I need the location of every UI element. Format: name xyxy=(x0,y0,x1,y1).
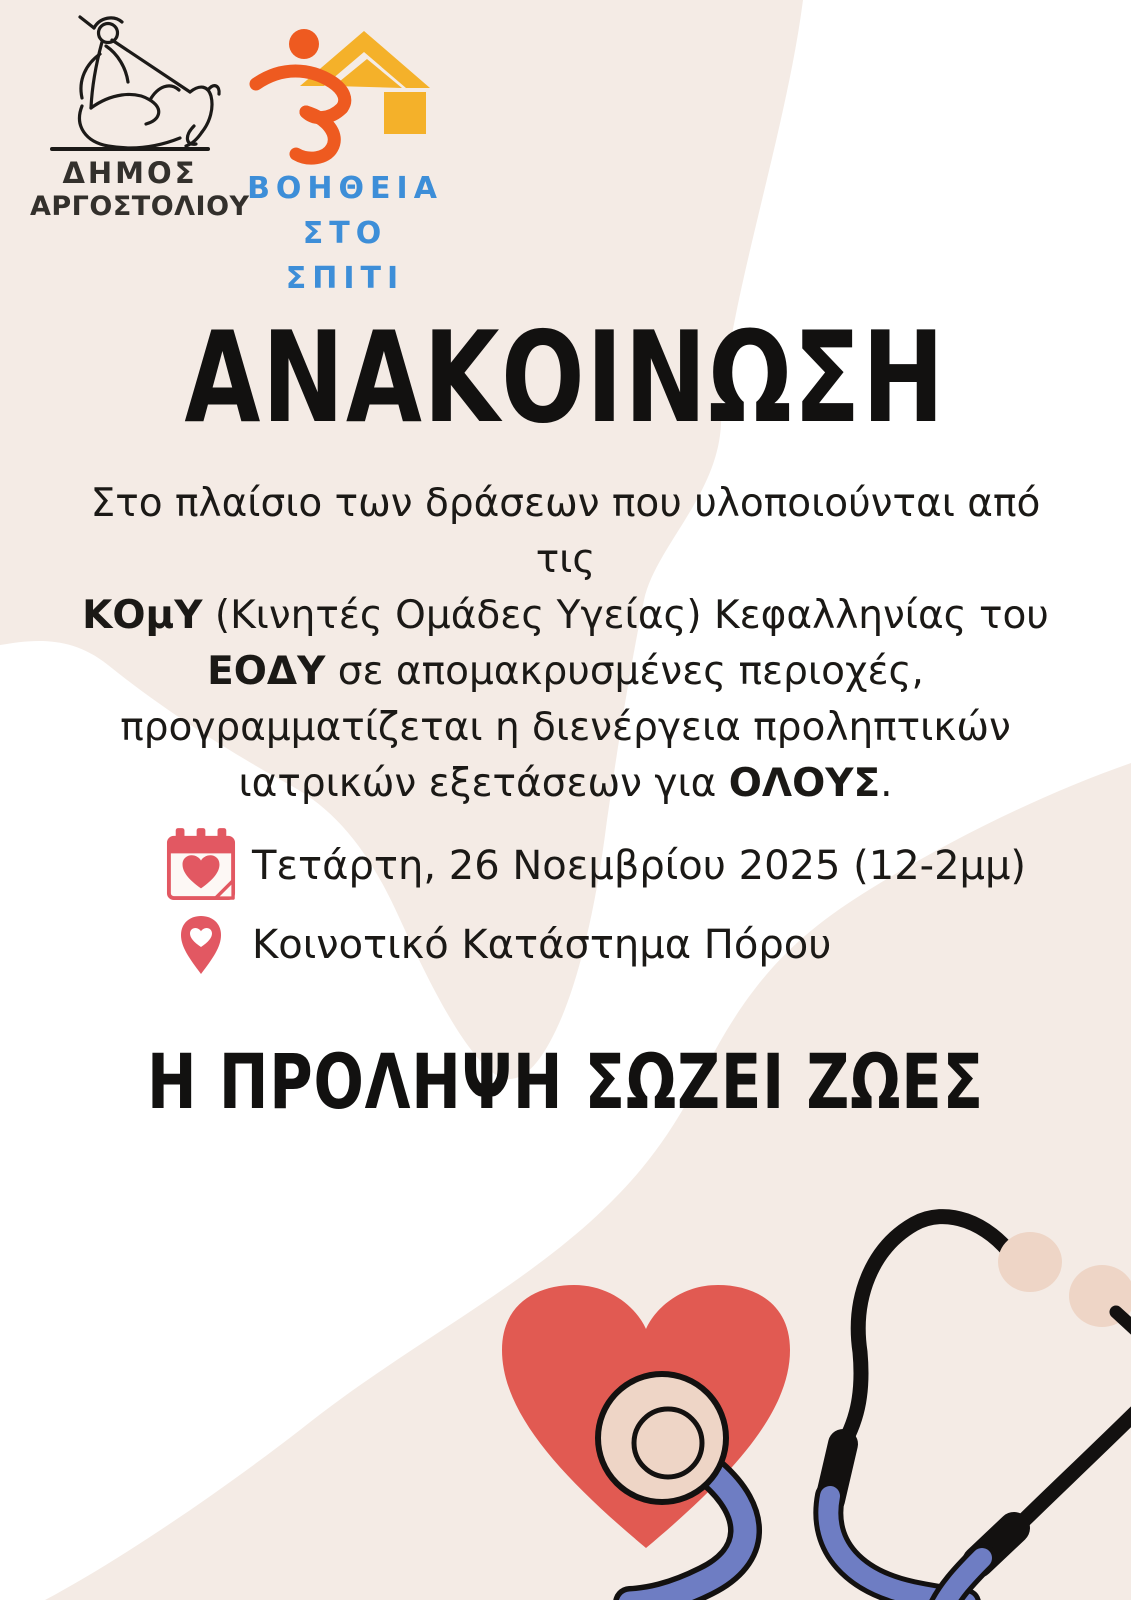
poster-title-wrap xyxy=(0,304,1131,451)
house-body xyxy=(384,92,426,134)
event-date-row xyxy=(166,828,1026,904)
paragraph-text: Στο πλαίσιο των δράσεων που υλοποιούνται από τις xyxy=(90,481,1041,582)
event-date: Τετάρτη, 26 Νοεμβρίου 2025 (12-2μμ) xyxy=(252,843,1027,889)
paragraph-text: προγραμματίζεται η διενέργεια προληπτικών xyxy=(120,705,1011,750)
right-tube xyxy=(1008,1408,1131,1536)
figure-head xyxy=(289,29,319,59)
location-icon-box xyxy=(166,914,236,976)
paragraph-line xyxy=(60,644,1071,700)
help-at-home-name-line1: ΒΟΗΘΕΙΑ xyxy=(247,171,443,206)
classical-statue-icon xyxy=(30,6,230,156)
paragraph-text: (Κινητές Ομάδες Υγείας) Κεφαλληνίας του xyxy=(202,593,1049,638)
paragraph-line xyxy=(60,588,1071,644)
ear-tube-arc xyxy=(840,1217,1014,1450)
event-location-row xyxy=(166,914,1026,976)
figure-house-icon xyxy=(240,16,440,166)
paragraph-bold-text: ΚΟμΥ xyxy=(82,593,203,638)
chest-piece-icon xyxy=(598,1374,726,1502)
slogan-wrap xyxy=(0,1037,1131,1126)
help-at-home-logo xyxy=(240,16,450,301)
paragraph-line xyxy=(60,756,1071,812)
municipality-name-line2: ΑΡΓΟΣΤΟΛΙΟΥ xyxy=(30,191,250,223)
calendar-icon-box xyxy=(166,828,236,904)
calendar-heart-icon xyxy=(166,828,236,904)
slogan: Η ΠΡΟΛΗΨΗ ΣΩΖΕΙ ΖΩΕΣ xyxy=(147,1037,984,1126)
paragraph-bold-text: ΟΛΟΥΣ xyxy=(728,761,881,806)
paragraph-text: ιατρικών εξετάσεων για xyxy=(238,761,729,806)
ear-tip-icon xyxy=(998,1232,1062,1292)
help-at-home-name xyxy=(240,166,450,301)
municipality-logo xyxy=(30,6,250,224)
paragraph-line xyxy=(60,700,1071,756)
ear-tip-stub xyxy=(1116,1312,1131,1334)
paragraph-text: . xyxy=(880,761,893,806)
poster-title: ΑΝΑΚΟΙΝΩΣΗ xyxy=(184,304,947,451)
municipality-name xyxy=(30,156,250,224)
paragraph-text: σε απομακρυσμένες περιοχές, xyxy=(325,649,924,694)
event-details xyxy=(166,828,1026,976)
paragraph-line xyxy=(60,476,1071,588)
help-at-home-name-line2: ΣΤΟ ΣΠΙΤΙ xyxy=(285,216,405,296)
paragraph-bold-text: ΕΟΔΥ xyxy=(207,649,326,694)
event-location: Κοινοτικό Κατάστημα Πόρου xyxy=(252,922,832,968)
location-pin-heart-icon xyxy=(179,914,223,976)
municipality-name-line1: ΔΗΜΟΣ xyxy=(62,156,198,190)
announcement-paragraph xyxy=(60,476,1071,812)
